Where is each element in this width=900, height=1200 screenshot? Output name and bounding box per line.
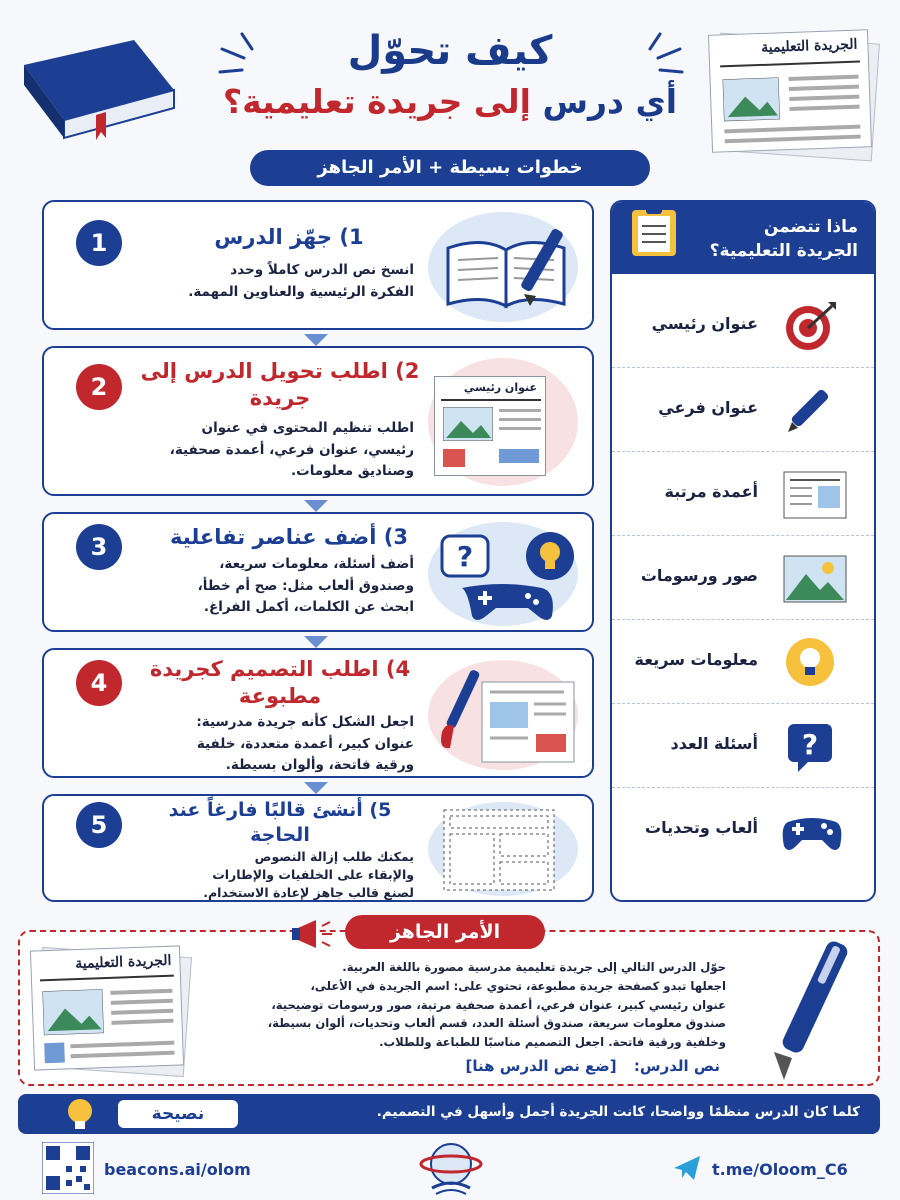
text-line — [111, 1009, 173, 1015]
newspaper-front-sheet — [30, 945, 184, 1070]
step-title-1: 1) جهّز الدرس — [214, 225, 364, 249]
target-icon — [782, 298, 838, 354]
lesson-label: نص الدرس: — [633, 1057, 720, 1075]
megaphone-icon — [290, 914, 336, 954]
newspaper-front-sheet — [708, 29, 872, 153]
newspaper-icon — [434, 376, 546, 476]
info-box — [499, 449, 539, 463]
text-line — [789, 95, 859, 101]
step-body-4 — [84, 712, 414, 777]
flow-arrow — [304, 334, 328, 346]
panel-heading-line: ماذا تتضمن — [763, 217, 858, 237]
panel-item-columns — [612, 452, 874, 536]
qr-code-icon — [42, 1142, 94, 1194]
step-body-line: والإبقاء على الخلفيات والإطارات — [212, 867, 414, 883]
newspaper-headline: عنوان رئيسي — [463, 381, 537, 394]
masthead-rule — [40, 975, 174, 982]
flow-arrow — [304, 500, 328, 512]
ready-command-tag: الأمر الجاهز — [345, 915, 545, 949]
panel-item-label: عنوان رئيسي — [651, 314, 758, 333]
step-body-line: وصندوق ألعاب مثل: صح أم خطأ، — [197, 577, 414, 594]
masthead-rule — [441, 399, 541, 401]
step-body-line: عنوان كبير، أعمدة متعددة، خلفية — [196, 735, 414, 752]
step-body-2 — [84, 418, 414, 483]
step-number-3: 3 — [76, 524, 122, 570]
panel-item-label: أسئلة العدد — [670, 734, 758, 753]
panel-item-label: ألعاب وتحديات — [645, 818, 758, 837]
subtitle-pill: خطوات بسيطة + الأمر الجاهز — [250, 150, 650, 186]
info-box — [443, 449, 465, 467]
panel-item-headline — [612, 284, 874, 368]
command-line: وخلفية ورقية فاتحة. اجعل التصميم مناسبًا للطباعة وللطلاب. — [379, 1035, 726, 1050]
step-number-1: 1 — [76, 220, 122, 266]
page-title-line1: كيف تحوّل — [347, 28, 553, 74]
text-line — [789, 75, 859, 81]
gamepad-icon — [782, 802, 842, 858]
title-part-b: إلى جريدة تعليمية؟ — [222, 82, 531, 121]
title-part-a: أي درس — [531, 82, 678, 121]
panel-item-games — [612, 788, 874, 872]
step-body-line: اجعل الشكل كأنه جريدة مدرسية: — [196, 714, 414, 730]
picture-icon — [723, 77, 780, 121]
pen-icon — [752, 934, 862, 1084]
step-body-line: الفكرة الرئيسية والعناوين المهمة. — [188, 283, 414, 300]
step-card-4 — [42, 648, 594, 778]
text-line — [499, 409, 541, 412]
text-line — [111, 1019, 173, 1025]
step-body-line: لصنع قالب جاهز لإعادة الاستخدام. — [203, 885, 414, 901]
panel-item-questions — [612, 704, 874, 788]
step-number-5: 5 — [76, 802, 122, 848]
panel-item-label: عنوان فرعي — [658, 398, 758, 417]
newspaper-masthead: الجريدة التعليمية — [74, 952, 172, 973]
lesson-input-line — [300, 1057, 720, 1075]
flow-arrow — [304, 636, 328, 648]
text-line — [725, 135, 861, 144]
open-book-pen-icon — [428, 218, 588, 318]
command-line: عنوان رئيسي كبير، عنوان فرعي، أعمدة صحفية مرتبة، صور ورسومات توضيحية، — [271, 997, 726, 1012]
panel-item-subheadline — [612, 368, 874, 452]
step-number-4: 4 — [76, 660, 122, 706]
step-title-5: 5) أنشئ قالبًا فارغاً عند الحاجة — [168, 799, 392, 846]
lesson-placeholder: [ضع نص الدرس هنا] — [465, 1057, 617, 1075]
telegram-link[interactable]: t.me/Oloom_C6 — [712, 1160, 848, 1179]
beacons-link[interactable]: beacons.ai/olom — [104, 1160, 251, 1179]
text-line — [499, 418, 541, 421]
telegram-icon — [672, 1154, 702, 1182]
text-line — [790, 105, 860, 111]
contents-panel — [610, 200, 876, 902]
columns-icon — [782, 466, 848, 522]
step-body-3 — [84, 554, 414, 619]
page-title-line2 — [170, 82, 730, 121]
masthead-rule — [720, 61, 860, 68]
step-title-3: 3) أضف عناصر تفاعلية — [170, 525, 408, 549]
step-body-line: اطلب تنظيم المحتوى في عنوان — [201, 420, 414, 436]
panel-heading-line: الجريدة التعليمية؟ — [709, 240, 858, 261]
text-line — [70, 1041, 174, 1049]
question-icon — [782, 718, 838, 774]
svg-text:?: ? — [801, 728, 819, 761]
blank-template-icon — [440, 806, 560, 894]
command-line: اجعلها تبدو كصفحة جريدة مطبوعة، تحتوي على: اسم الجريدة في الأعلى، — [310, 978, 726, 993]
command-newspaper-illustration — [30, 946, 190, 1076]
step-body-1 — [104, 260, 414, 303]
text-line — [724, 125, 860, 134]
step-title-2: 2) اطلب تحويل الدرس إلى جريدة — [140, 359, 420, 411]
flow-arrow — [304, 782, 328, 794]
pen-icon — [782, 382, 838, 438]
step-card-3 — [42, 512, 594, 632]
quiz-game-icons — [432, 528, 582, 628]
newspaper-illustration — [706, 30, 880, 160]
picture-icon — [443, 407, 493, 441]
panel-item-label: أعمدة مرتبة — [664, 482, 758, 501]
svg-text:?: ? — [456, 540, 474, 573]
step-title-4: 4) اطلب التصميم كجريدة مطبوعة — [149, 657, 411, 709]
text-line — [499, 427, 541, 430]
step-body-line: رئيسي، عنوان فرعي، أعمدة صحفية، — [169, 441, 414, 458]
command-line: حوّل الدرس التالي إلى جريدة تعليمية مدرسية مصورة باللغة العربية. — [342, 960, 726, 974]
command-line: صندوق معلومات سريعة، صندوق أسئلة العدد، قسم ألعاب وتحديات، ألوان بسيطة، — [267, 1016, 726, 1031]
panel-item-label: معلومات سريعة — [634, 650, 758, 669]
logo-icon — [418, 1138, 484, 1198]
text-line — [110, 989, 172, 995]
text-line — [111, 999, 173, 1005]
step-body-line: أضف أسئلة، معلومات سريعة، — [219, 556, 414, 572]
lightbulb-icon — [60, 1096, 100, 1132]
info-box — [44, 1043, 65, 1064]
step-number-2: 2 — [76, 364, 122, 410]
step-card-5 — [42, 794, 594, 902]
step-body-line: ابحث عن الكلمات، أكمل الفراغ. — [203, 599, 414, 616]
design-brush-icon — [424, 664, 594, 774]
book-illustration — [14, 30, 184, 160]
step-body-line: يمكنك طلب إزالة النصوص — [254, 849, 414, 864]
clipboard-icon — [626, 200, 682, 260]
ready-command-text — [196, 958, 726, 1052]
step-body-line: ورقية فاتحة، وألوان بسيطة. — [225, 757, 414, 774]
newspaper-masthead: الجريدة التعليمية — [760, 36, 858, 56]
text-line — [789, 85, 859, 91]
step-card-1 — [42, 200, 594, 330]
step-body-line: انسخ نص الدرس كاملاً وحدد — [230, 262, 414, 278]
picture-icon — [782, 550, 848, 606]
picture-icon — [42, 989, 103, 1035]
tip-label: نصيحة — [118, 1100, 238, 1128]
step-card-2 — [42, 346, 594, 496]
lightbulb-icon — [782, 634, 838, 690]
tip-text: كلما كان الدرس منظمًا وواضحا، كانت الجريدة أجمل وأسهل في التصميم. — [376, 1104, 860, 1120]
step-body-5 — [84, 848, 414, 902]
text-line — [71, 1051, 175, 1059]
panel-item-label: صور ورسومات — [640, 566, 758, 585]
panel-item-images — [612, 536, 874, 620]
step-body-line: وصناديق معلومات. — [291, 463, 414, 480]
panel-item-quick-facts — [612, 620, 874, 704]
